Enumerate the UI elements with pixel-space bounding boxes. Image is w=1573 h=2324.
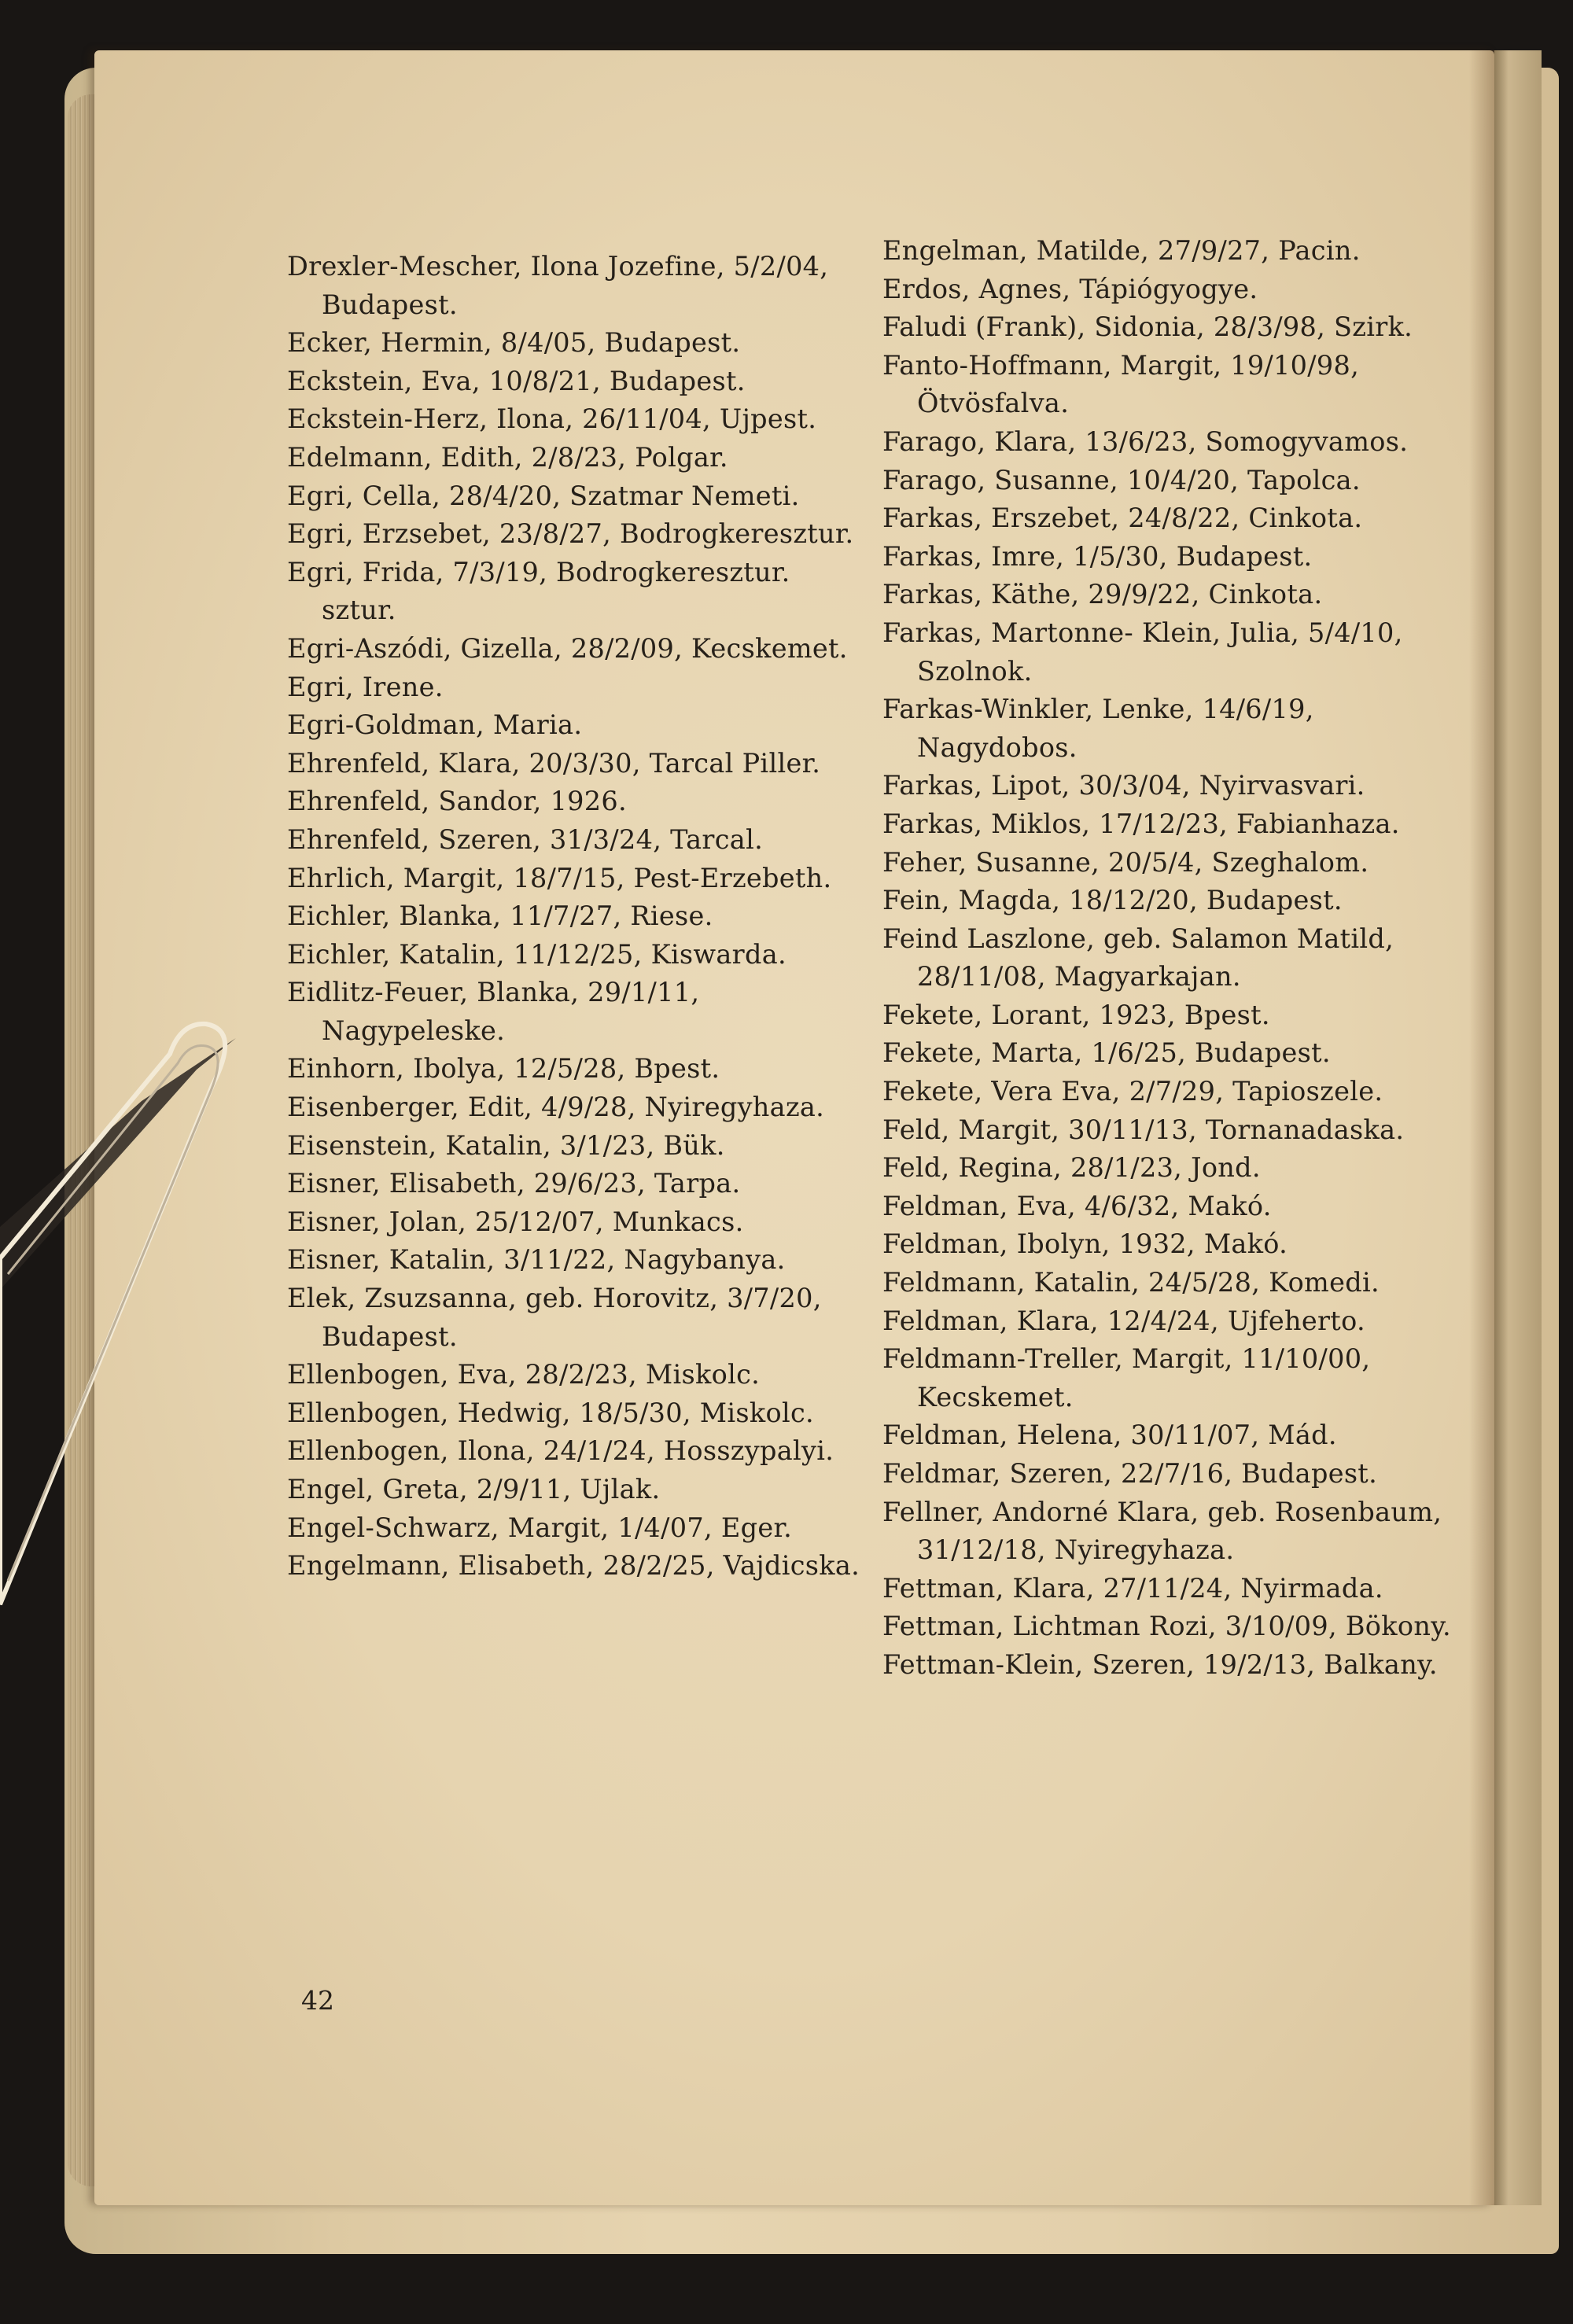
list-item: Fekete, Marta, 1/6/25, Budapest.: [882, 1037, 1331, 1069]
list-item: Farkas, Miklos, 17/12/23, Fabianhaza.: [882, 808, 1400, 839]
list-item: Feldmann, Katalin, 24/5/28, Komedi.: [882, 1267, 1380, 1298]
list-item: Egri, Erzsebet, 23/8/27, Bodrogkeresztur.: [287, 518, 854, 550]
list-item: Farkas-Winkler, Lenke, 14/6/19, Nagydobos.: [882, 694, 1323, 763]
list-item: Fekete, Lorant, 1923, Bpest.: [882, 999, 1270, 1030]
list-item: Egri-Aszódi, Gizella, 28/2/09, Kecskemet.: [287, 632, 848, 664]
list-item: Edelmann, Edith, 2/8/23, Polgar.: [287, 441, 728, 473]
list-item: Feld, Margit, 30/11/13, Tornanadaska.: [882, 1114, 1405, 1145]
list-item: Eisner, Elisabeth, 29/6/23, Tarpa.: [287, 1168, 741, 1199]
list-item: Feldmann-Treller, Margit, 11/10/00, Kecskemet.: [882, 1343, 1380, 1412]
list-item: Einhorn, Ibolya, 12/5/28, Bpest.: [287, 1053, 720, 1085]
list-item: Ellenbogen, Hedwig, 18/5/30, Miskolc.: [287, 1397, 814, 1428]
list-item: Ellenbogen, Eva, 28/2/23, Miskolc.: [287, 1359, 761, 1390]
list-item: Farkas, Erszebet, 24/8/22, Cinkota.: [882, 503, 1363, 534]
list-item: Fanto-Hoffmann, Margit, 19/10/98, Ötvösfalva.: [882, 349, 1368, 419]
list-item: Feldman, Ibolyn, 1932, Makó.: [882, 1228, 1288, 1260]
list-item: Eckstein-Herz, Ilona, 26/11/04, Ujpest.: [287, 403, 817, 435]
list-item: Farago, Klara, 13/6/23, Somogyvamos.: [882, 425, 1409, 457]
list-item: Farkas, Imre, 1/5/30, Budapest.: [882, 540, 1313, 572]
list-item: Fettman, Lichtman Rozi, 3/10/09, Bökony.: [882, 1611, 1451, 1642]
list-item: Fettman, Klara, 27/11/24, Nyirmada.: [882, 1572, 1383, 1604]
list-item: Ecker, Hermin, 8/4/05, Budapest.: [287, 327, 741, 359]
list-item: Feldman, Helena, 30/11/07, Mád.: [882, 1420, 1337, 1451]
list-item: Egri-Goldman, Maria.: [287, 709, 583, 741]
list-item: Eichler, Katalin, 11/12/25, Kiswarda.: [287, 938, 786, 970]
list-item: Eckstein, Eva, 10/8/21, Budapest.: [287, 365, 746, 396]
list-item: Engelman, Matilde, 27/9/27, Pacin.: [882, 235, 1361, 266]
list-item: Ehrenfeld, Sandor, 1926.: [287, 786, 627, 817]
list-item: Ehrenfeld, Szeren, 31/3/24, Tarcal.: [287, 823, 764, 855]
list-item: Feldmar, Szeren, 22/7/16, Budapest.: [882, 1458, 1378, 1489]
list-item: Fekete, Vera Eva, 2/7/29, Tapioszele.: [882, 1076, 1383, 1107]
next-page-edge: [1494, 50, 1542, 2205]
list-item: Farago, Susanne, 10/4/20, Tapolca.: [882, 464, 1361, 495]
right-column: [882, 232, 1480, 1685]
left-column: [287, 248, 869, 1586]
list-item: Fein, Magda, 18/12/20, Budapest.: [882, 885, 1343, 916]
list-item: Feldman, Eva, 4/6/32, Makó.: [882, 1190, 1272, 1221]
list-item: Engelmann, Elisabeth, 28/2/25, Vajdicska.: [287, 1550, 860, 1582]
list-item: Egri, Cella, 28/4/20, Szatmar Nemeti.: [287, 480, 800, 511]
list-item: Eisner, Katalin, 3/11/22, Nagybanya.: [287, 1244, 786, 1276]
list-item: Faludi (Frank), Sidonia, 28/3/98, Szirk.: [882, 311, 1413, 343]
list-item: Egri, Frida, 7/3/19, Bodrogkeresztur. sztur.: [287, 556, 799, 626]
list-item: Eichler, Blanka, 11/7/27, Riese.: [287, 901, 713, 932]
list-item: Farkas, Käthe, 29/9/22, Cinkota.: [882, 579, 1323, 610]
list-item: Farkas, Martonne- Klein, Julia, 5/4/10, Szolnok.: [882, 617, 1412, 687]
list-item: Fellner, Andorné Klara, geb. Rosenbaum, 31/12/18, Nyiregyhaza.: [882, 1496, 1451, 1566]
list-item: Erdos, Agnes, Tápiógyogye.: [882, 273, 1258, 304]
list-item: Ellenbogen, Ilona, 24/1/24, Hosszypalyi.: [287, 1435, 834, 1467]
list-item: Eisenberger, Edit, 4/9/28, Nyiregyhaza.: [287, 1092, 825, 1123]
list-item: Engel-Schwarz, Margit, 1/4/07, Eger.: [287, 1512, 793, 1543]
list-item: Feld, Regina, 28/1/23, Jond.: [882, 1152, 1261, 1184]
list-item: Eisner, Jolan, 25/12/07, Munkacs.: [287, 1206, 744, 1237]
list-item: Eisenstein, Katalin, 3/1/23, Bük.: [287, 1129, 725, 1161]
list-item: Elek, Zsuzsanna, geb. Horovitz, 3/7/20, Budapest.: [287, 1283, 831, 1352]
list-item: Eidlitz-Feuer, Blanka, 29/1/11, Nagypeleske.: [287, 977, 709, 1046]
list-item: Engel, Greta, 2/9/11, Ujlak.: [287, 1474, 661, 1505]
page-number: 42: [301, 1985, 334, 2016]
list-item: Fettman-Klein, Szeren, 19/2/13, Balkany.: [882, 1648, 1438, 1680]
list-item: Ehrenfeld, Klara, 20/3/30, Tarcal Piller.: [287, 747, 821, 779]
list-item: Farkas, Lipot, 30/3/04, Nyirvasvari.: [882, 770, 1365, 801]
list-item: Drexler-Mescher, Ilona Jozefine, 5/2/04, Budapest.: [287, 251, 838, 320]
list-item: Egri, Irene.: [287, 671, 444, 702]
list-item: Ehrlich, Margit, 18/7/15, Pest-Erzebeth.: [287, 862, 832, 893]
list-item: Feind Laszlone, geb. Salamon Matild, 28/11/08, Magyarkajan.: [882, 923, 1403, 993]
list-item: Feldman, Klara, 12/4/24, Ujfeherto.: [882, 1305, 1365, 1336]
list-item: Feher, Susanne, 20/5/4, Szeghalom.: [882, 846, 1369, 878]
